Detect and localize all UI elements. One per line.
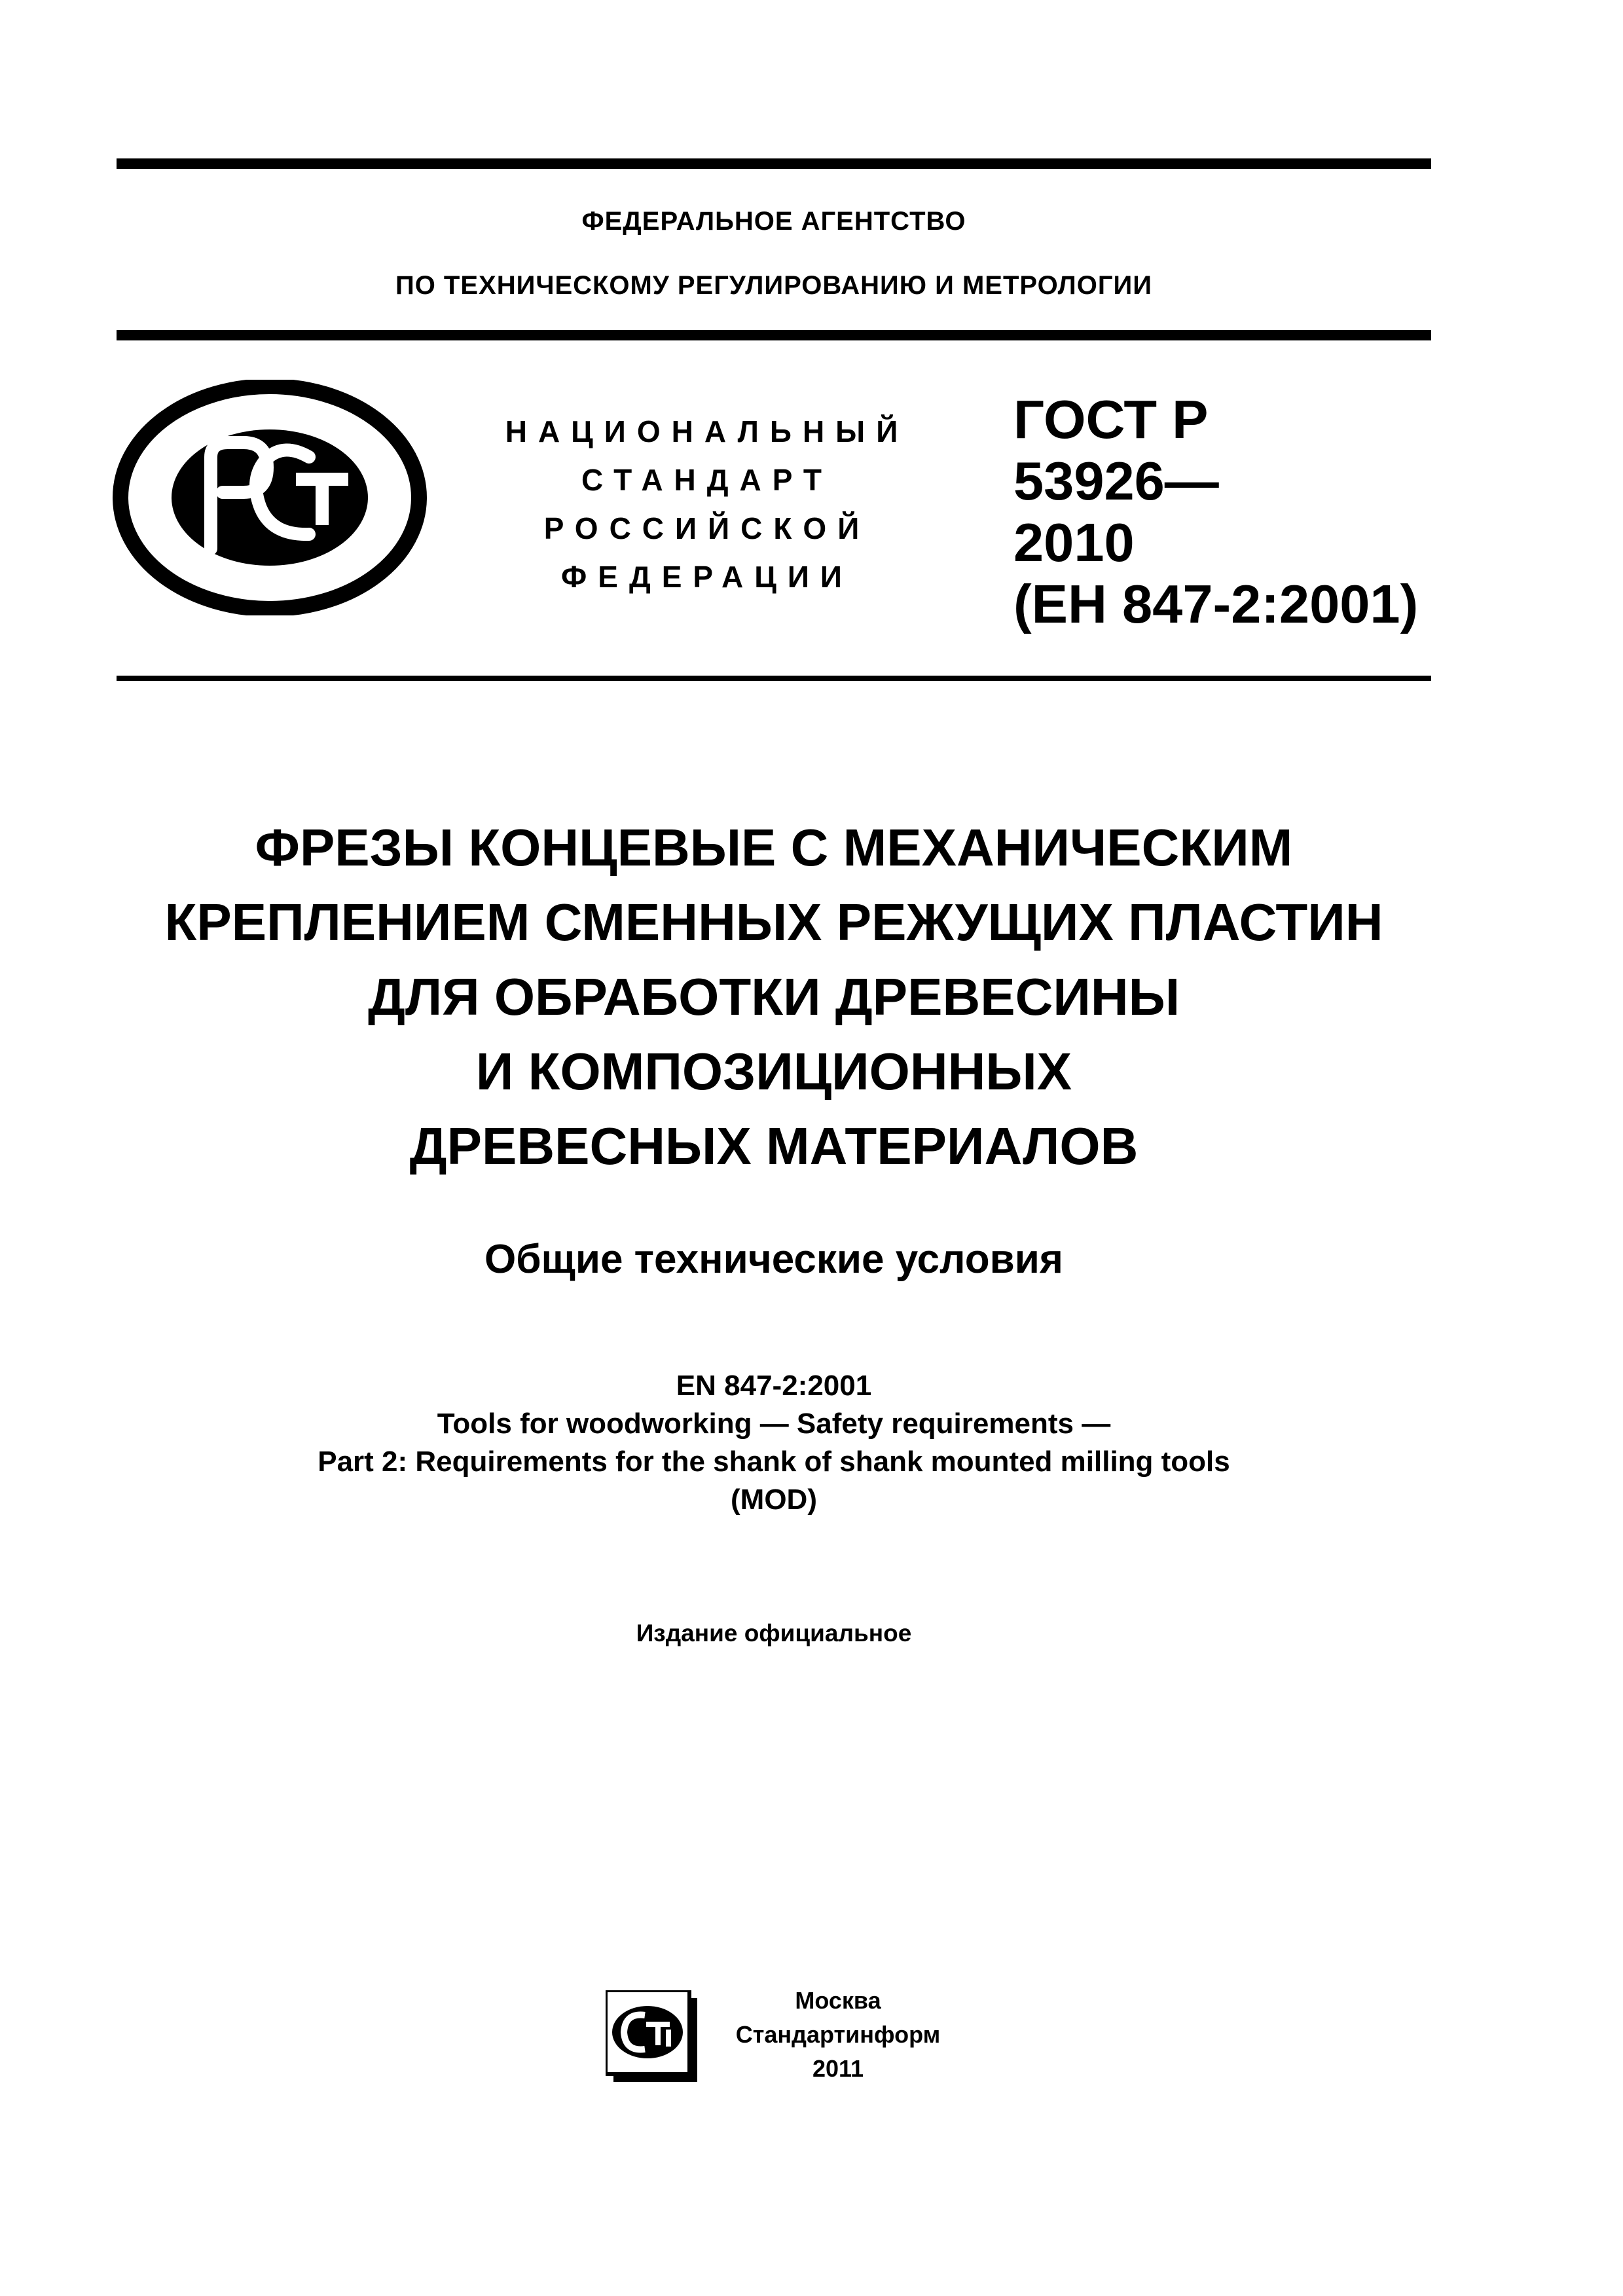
header-rule (117, 330, 1431, 340)
section-rule (117, 676, 1431, 681)
document-subtitle: Общие технические условия (484, 1237, 1063, 1282)
top-rule (117, 158, 1431, 169)
title-line: ФРЕЗЫ КОНЦЕВЫЕ С МЕХАНИЧЕСКИМ (255, 818, 1293, 877)
designation-line-1: ГОСТ Р (1013, 389, 1209, 450)
en-reference-line: EN 847-2:2001 (676, 1370, 872, 1402)
agency-line-2: ПО ТЕХНИЧЕСКОМУ РЕГУЛИРОВАНИЮ И МЕТРОЛОГИИ (395, 271, 1153, 300)
title-line: ДЛЯ ОБРАБОТКИ ДРЕВЕСИНЫ (367, 968, 1180, 1026)
en-reference-line: Tools for woodworking — Safety requirements — (437, 1408, 1111, 1440)
national-standard-line: НАЦИОНАЛЬНЫЙ (505, 414, 909, 448)
designation-line-3: 2010 (1013, 512, 1135, 573)
national-standard-label (458, 407, 956, 601)
document-title (117, 811, 1431, 1184)
title-line: И КОМПОЗИЦИОННЫХ (475, 1042, 1072, 1101)
publisher-city: Москва (795, 1987, 881, 2014)
rst-logo-icon (113, 380, 427, 615)
en-reference (117, 1367, 1431, 1519)
national-standard-line: ФЕДЕРАЦИИ (561, 560, 853, 594)
en-reference-line: (MOD) (731, 1484, 817, 1516)
national-standard-line: СТАНДАРТ (581, 463, 833, 497)
edition-label: Издание официальное (636, 1620, 912, 1647)
publisher-year: 2011 (812, 2055, 864, 2082)
national-standard-line: РОССИЙСКОЙ (543, 511, 871, 545)
designation-line-4: (ЕН 847-2:2001) (1013, 574, 1419, 634)
standard-designation (1013, 389, 1418, 635)
publisher-name: Стандартинформ (735, 2021, 941, 2048)
publisher-info (720, 1984, 956, 2086)
agency-line-1: ФЕДЕРАЛЬНОЕ АГЕНТСТВО (581, 207, 966, 236)
en-reference-line: Part 2: Requirements for the shank of shank mounted milling tools (318, 1446, 1230, 1478)
designation-line-2: 53926— (1013, 450, 1219, 511)
title-line: КРЕПЛЕНИЕМ СМЕННЫХ РЕЖУЩИХ ПЛАСТИН (164, 893, 1383, 951)
title-line: ДРЕВЕСНЫХ МАТЕРИАЛОВ (409, 1117, 1139, 1175)
standartinform-logo-icon (606, 1990, 701, 2086)
